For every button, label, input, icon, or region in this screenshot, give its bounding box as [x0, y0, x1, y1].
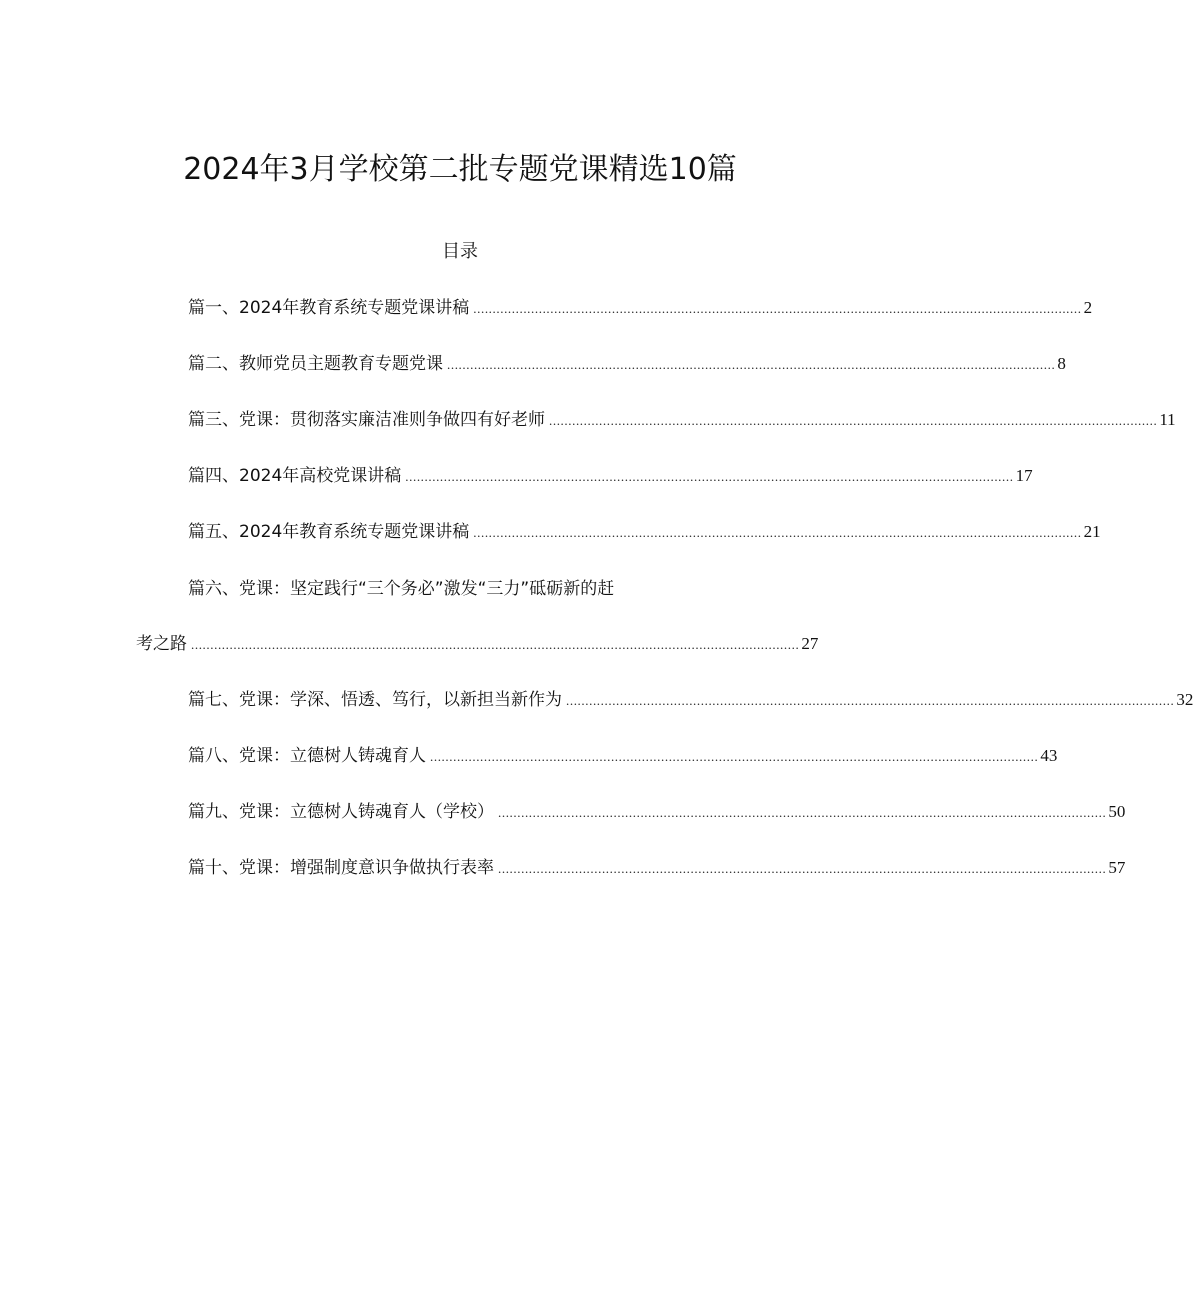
- toc-entry-1[interactable]: [188, 294, 1093, 322]
- toc-page-number: 21: [1083, 522, 1101, 541]
- toc-leader-dots: ..............................................................................................................................................................: [473, 525, 1082, 540]
- toc-entry-label: 篇八、党课：立德树人铸魂育人: [188, 746, 426, 766]
- toc-leader-dots: ..............................................................................................................................................................: [430, 749, 1039, 764]
- toc-entry-label: 篇十、党课：增强制度意识争做执行表率: [188, 858, 494, 878]
- toc-entry-4[interactable]: [188, 462, 1033, 490]
- toc-page-number: 11: [1159, 410, 1176, 429]
- toc-page-number: 50: [1108, 802, 1126, 821]
- toc-leader-dots: ..............................................................................................................................................................: [498, 805, 1107, 820]
- toc-leader-dots: ..............................................................................................................................................................: [447, 357, 1056, 372]
- toc-entry-10[interactable]: [188, 854, 1126, 882]
- toc-entry-label: 篇三、党课：贯彻落实廉洁准则争做四有好老师: [188, 410, 545, 430]
- toc-entry-5[interactable]: [188, 518, 1101, 546]
- toc-entry-label: 考之路: [136, 634, 187, 654]
- toc-page-number: 27: [801, 634, 819, 653]
- toc-page-number: 8: [1057, 354, 1066, 373]
- toc-entry-label: 篇九、党课：立德树人铸魂育人（学校）: [188, 802, 494, 822]
- toc-entry-6[interactable]: [136, 630, 819, 658]
- toc-page-number: 43: [1040, 746, 1058, 765]
- toc-leader-dots: ..............................................................................................................................................................: [498, 861, 1107, 876]
- toc-entry-label: 篇七、党课：学深、悟透、笃行，以新担当新作为: [188, 690, 562, 710]
- toc-leader-dots: ..............................................................................................................................................................: [549, 413, 1158, 428]
- toc-entry-label: 篇五、2024年教育系统专题党课讲稿: [188, 522, 470, 542]
- toc-entry-label: 篇二、教师党员主题教育专题党课: [188, 354, 443, 374]
- toc-entry-label: 篇一、2024年教育系统专题党课讲稿: [188, 298, 470, 318]
- toc-leader-dots: ..............................................................................................................................................................: [566, 693, 1175, 708]
- toc-page-number: 2: [1083, 298, 1093, 317]
- toc-entry-9[interactable]: [188, 798, 1126, 826]
- toc-page-number: 32: [1176, 690, 1193, 709]
- toc-leader-dots: ..............................................................................................................................................................: [473, 301, 1082, 316]
- toc-entry-3[interactable]: [188, 406, 1176, 434]
- toc-entry-8[interactable]: [188, 742, 1058, 770]
- toc-page-number: 17: [1015, 466, 1033, 485]
- toc-entry-2[interactable]: [188, 350, 1066, 378]
- toc-page-number: 57: [1108, 858, 1126, 877]
- toc-leader-dots: ..............................................................................................................................................................: [191, 637, 800, 652]
- toc-entry-label: 篇四、2024年高校党课讲稿: [188, 466, 402, 486]
- toc-leader-dots: ..............................................................................................................................................................: [405, 469, 1014, 484]
- document-title: 2024年3月学校第二批专题党课精选10篇: [183, 152, 737, 187]
- toc-heading: 目录: [442, 241, 478, 262]
- toc-entry-7[interactable]: [188, 686, 1193, 714]
- toc-entry-6-line-1[interactable]: 篇六、党课：坚定践行“三个务必”激发“三力”砥砺新的赶: [188, 579, 615, 599]
